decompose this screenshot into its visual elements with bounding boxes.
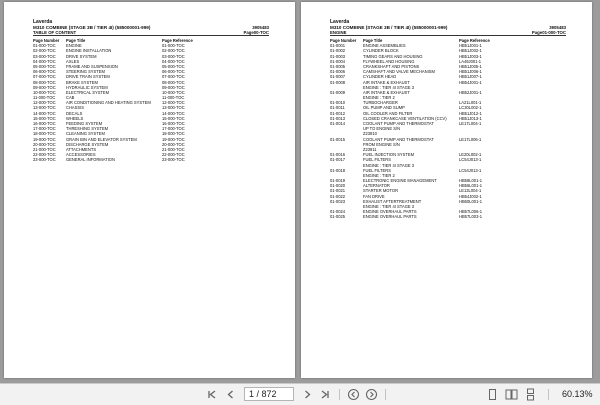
page-title-cell: STARTER MOTOR bbox=[363, 188, 399, 194]
page-title-cell: Z23911 bbox=[363, 146, 377, 152]
nav-last-icon[interactable] bbox=[319, 388, 332, 401]
page-title-cell: ENGINE : TIER 2 bbox=[363, 95, 395, 101]
page-number-cell: 01-000-TOC bbox=[33, 43, 56, 49]
page-title-cell: AIR INTAKE & EXHAUST bbox=[363, 79, 410, 85]
single-page-view-icon[interactable] bbox=[486, 388, 499, 401]
page-number-cell: 03-000-TOC bbox=[33, 53, 56, 59]
page-reference-cell: LE13L004-1 bbox=[459, 188, 482, 194]
page-reference-cell: HB52J001-1 bbox=[459, 89, 482, 95]
page-reference-cell: HB57L003-1 bbox=[459, 214, 482, 220]
page-number-cell: 05-000-TOC bbox=[33, 63, 56, 69]
page-number-cell: 01-0019 bbox=[330, 178, 346, 184]
page-title-cell: ENGINE ASSEMBLIES bbox=[363, 43, 406, 49]
page-reference-cell: LE20L002-1 bbox=[459, 152, 482, 158]
page-number-cell: 12-000-TOC bbox=[33, 100, 56, 106]
two-page-view-icon[interactable] bbox=[505, 388, 518, 401]
page-number-cell: 20-000-TOC bbox=[33, 141, 56, 147]
page-number-cell: 01-0018 bbox=[330, 167, 346, 173]
page-number-cell: 01-0010 bbox=[330, 100, 346, 106]
toolbar-separator bbox=[548, 389, 549, 400]
page-number-cell: 01-0011 bbox=[330, 105, 345, 111]
page-title-cell: ENGINE OVERHAUL PARTS bbox=[363, 209, 417, 215]
page-reference-cell: LA49J001-1 bbox=[459, 58, 482, 64]
page-reference-cell: 11-000-TOC bbox=[162, 95, 185, 101]
page-number-cell: 01-0007 bbox=[330, 74, 346, 80]
page-number-cell: 14-000-TOC bbox=[33, 110, 56, 116]
page-title-cell: EXHAUST AFTERTREATMENT bbox=[363, 198, 422, 204]
continuous-view-icon[interactable] bbox=[524, 388, 537, 401]
page-reference-cell: HB51J003-1 bbox=[459, 53, 482, 59]
page-title-cell: ENGINE bbox=[66, 43, 82, 49]
page-title-cell: Z23910 bbox=[363, 131, 377, 137]
page-number-cell: 16-000-TOC bbox=[33, 121, 56, 126]
page-number-cell: 18-000-TOC bbox=[33, 131, 56, 137]
page-title-cell: ENGINE : TIER 4I STAGE 3 bbox=[363, 162, 415, 168]
page-number-cell: 04-000-TOC bbox=[33, 58, 56, 64]
page-title-cell: ENGINE OVERHAUL PARTS bbox=[363, 214, 417, 220]
page-reference-cell: 20-000-TOC bbox=[162, 141, 185, 147]
page-title-cell: FUEL FILTERS bbox=[363, 167, 391, 173]
document-number: 3905483 bbox=[549, 25, 566, 30]
page-reference-cell: 06-000-TOC bbox=[162, 69, 185, 75]
page-title-cell: AIR INTAKE & EXHAUST bbox=[363, 89, 410, 95]
page-number-cell: 01-0024 bbox=[330, 209, 346, 215]
page-title-cell: CAMSHAFT AND VALVE MECHANISM bbox=[363, 69, 435, 75]
page-number-input[interactable] bbox=[244, 387, 294, 401]
page-reference-cell: 19-000-TOC bbox=[162, 136, 185, 142]
page-reference: Page00-TOC bbox=[243, 30, 269, 35]
page-title-cell: ENGINE : TIER 2 bbox=[363, 172, 395, 178]
page-reference-cell: LC54J013-1 bbox=[459, 167, 482, 173]
page-title-cell: HYDRAULIC SYSTEM bbox=[66, 84, 108, 90]
page-title-cell: THRESHING SYSTEM bbox=[66, 126, 109, 132]
pdf-page-right bbox=[301, 2, 592, 378]
page-title-cell: GRAIN BIN AND ELEVATOR SYSTEM bbox=[66, 136, 137, 142]
page-reference-cell: HB51J013-1 bbox=[459, 115, 482, 121]
page-number-cell: 01-0003 bbox=[330, 53, 346, 59]
page-title-cell: CAB bbox=[66, 95, 75, 101]
column-header: Page Title bbox=[66, 38, 86, 43]
page-title-cell: COOLANT PUMP AND THERMOSTAT bbox=[363, 121, 434, 126]
page-number-cell: 01-0023 bbox=[330, 198, 346, 204]
model-title: M310 COMBINE (STAGE 3B / TIER 4I) (585000001-999) bbox=[33, 25, 151, 30]
page-reference-cell: 07-000-TOC bbox=[162, 74, 185, 80]
page-title-cell: DRIVE TRAIN SYSTEM bbox=[66, 74, 110, 80]
toolbar-separator bbox=[385, 389, 386, 400]
page-number-cell: 02-000-TOC bbox=[33, 48, 56, 54]
page-title-cell: ATTACHMENTS bbox=[66, 146, 97, 152]
forward-icon[interactable] bbox=[365, 388, 378, 401]
page-reference-cell: HB60L001-1 bbox=[459, 198, 482, 204]
page-number-cell: 09-000-TOC bbox=[33, 84, 56, 90]
viewer-toolbar bbox=[0, 383, 600, 405]
page-title-cell: WHEELS bbox=[66, 115, 84, 121]
page-reference-cell: 18-000-TOC bbox=[162, 131, 185, 137]
page-number-cell: 01-0017 bbox=[330, 157, 346, 163]
page-title-cell: STEERING SYSTEM bbox=[66, 69, 105, 75]
page-number-cell: 11-000-TOC bbox=[33, 95, 56, 101]
back-icon[interactable] bbox=[347, 388, 360, 401]
page-title-cell: DRIVE SYSTEM bbox=[66, 53, 97, 59]
page-number-cell: 01-0012 bbox=[330, 110, 346, 116]
page-title-cell: FAN DRIVE bbox=[363, 193, 385, 199]
page-title-cell: FLYWHEEL AND HOUSING bbox=[363, 58, 415, 64]
page-number-cell: 15-000-TOC bbox=[33, 115, 56, 121]
page-reference-cell: LE17L006-1 bbox=[459, 136, 482, 142]
page-reference-cell: HB56L001-1 bbox=[459, 183, 482, 189]
page-reference-cell: LA21L001-1 bbox=[459, 100, 482, 106]
page-number-cell: 01-0022 bbox=[330, 193, 346, 199]
page-title-cell: ENGINE : TIER 4I STAGE 3 bbox=[363, 84, 415, 90]
page-reference-cell: 12-000-TOC bbox=[162, 100, 185, 106]
page-reference-cell: 16-000-TOC bbox=[162, 121, 185, 126]
page-reference-cell: 03-000-TOC bbox=[162, 53, 185, 59]
page-reference-cell: LC54J013-1 bbox=[459, 157, 482, 163]
page-title-cell: UP TO ENGINE S/N bbox=[363, 126, 401, 132]
page-number-cell: 01-0014 bbox=[330, 121, 346, 126]
page-reference-cell: 22-000-TOC bbox=[162, 152, 185, 158]
page-reference-cell: HB51J007-1 bbox=[459, 74, 482, 80]
page-number-cell: 06-000-TOC bbox=[33, 69, 56, 75]
page-number-cell: 01-0021 bbox=[330, 188, 346, 194]
page-title-cell: TURBOCHARGER bbox=[363, 100, 398, 106]
page-title-cell: ELECTRICAL SYSTEM bbox=[66, 89, 110, 95]
page-reference-cell: HB51J005-1 bbox=[459, 63, 482, 69]
page-reference-cell: HB51J012-1 bbox=[459, 110, 482, 116]
column-header: Page Number bbox=[33, 38, 60, 43]
page-title-cell: AIR CONDITIONING AND HEATING SYSTEM bbox=[66, 100, 151, 106]
page-title-cell: ENGINE INSTALLATION bbox=[66, 48, 112, 54]
page-reference-cell: HB51J002-1 bbox=[459, 48, 482, 54]
page-header bbox=[33, 20, 269, 37]
page-title-cell: ENGINE : TIER 4I STAGE 3 bbox=[363, 204, 415, 209]
page-title-cell: FROM ENGINE S/N bbox=[363, 141, 400, 147]
model-title: M310 COMBINE (STAGE 3B / TIER 4I) (585000001-999) bbox=[330, 25, 448, 30]
page-number-cell: 17-000-TOC bbox=[33, 126, 56, 132]
column-header: Page Number bbox=[330, 38, 357, 43]
page-reference-cell: 17-000-TOC bbox=[162, 126, 185, 132]
page-reference-cell: 09-000-TOC bbox=[162, 84, 185, 90]
page-title-cell: DISCHARGE SYSTEM bbox=[66, 141, 109, 147]
page-title-cell: GENERAL INFORMATION bbox=[66, 157, 115, 163]
page-reference-cell: LC30L002-1 bbox=[459, 105, 482, 111]
page-reference-cell: 04-000-TOC bbox=[162, 58, 185, 64]
page-number-cell: 01-0008 bbox=[330, 79, 346, 85]
document-number: 3905483 bbox=[252, 25, 269, 30]
page-reference-cell: 21-000-TOC bbox=[162, 146, 185, 152]
section-subtitle: ENGINE bbox=[330, 30, 347, 35]
page-reference: Page01-000-TOC bbox=[531, 30, 566, 35]
page-number-cell: 13-000-TOC bbox=[33, 105, 56, 111]
page-header bbox=[330, 20, 566, 37]
pdf-page-left bbox=[4, 2, 295, 378]
page-number-cell: 01-0025 bbox=[330, 214, 346, 220]
page-title-cell: FUEL FILTERS bbox=[363, 157, 391, 163]
brand-name: Laverda bbox=[330, 19, 350, 25]
page-reference-cell: 02-000-TOC bbox=[162, 48, 185, 54]
page-title-cell: CYLINDER BLOCK bbox=[363, 48, 399, 54]
page-title-cell: ACCESSORIES bbox=[66, 152, 96, 158]
page-reference-cell: 23-000-TOC bbox=[162, 157, 185, 163]
page-title-cell: CHASSIS bbox=[66, 105, 84, 111]
page-number-cell: 21-000-TOC bbox=[33, 146, 56, 152]
page-title-cell: OIL PUMP AND SUMP bbox=[363, 105, 405, 111]
page-number-cell: 01-0016 bbox=[330, 152, 346, 158]
page-number-cell: 01-0013 bbox=[330, 115, 346, 121]
column-header: Page Title bbox=[363, 38, 383, 43]
page-number-cell: 01-0004 bbox=[330, 58, 346, 64]
page-number-cell: 23-000-TOC bbox=[33, 157, 56, 163]
page-reference-cell: HB51J001-1 bbox=[459, 43, 482, 49]
page-reference-cell: HB57L006-1 bbox=[459, 209, 482, 215]
nav-prev-icon[interactable] bbox=[224, 388, 237, 401]
page-reference-cell: 05-000-TOC bbox=[162, 63, 185, 69]
page-title-cell: ELECTRONIC ENGINE MANAGEMENT bbox=[363, 178, 437, 184]
column-header: Page Reference bbox=[162, 38, 193, 43]
page-number-cell: 07-000-TOC bbox=[33, 74, 56, 80]
page-number-cell: 22-000-TOC bbox=[33, 152, 56, 158]
toolbar-separator bbox=[339, 389, 340, 400]
page-reference-cell: 10-000-TOC bbox=[162, 89, 185, 95]
page-reference-cell: 15-000-TOC bbox=[162, 115, 185, 121]
page-title-cell: COOLANT PUMP AND THERMOSTAT bbox=[363, 136, 434, 142]
nav-next-icon[interactable] bbox=[301, 388, 314, 401]
page-reference-cell: LE17L004-1 bbox=[459, 121, 482, 126]
page-title-cell: CRANKSHAFT AND PISTONS bbox=[363, 63, 420, 69]
page-reference-cell: 14-000-TOC bbox=[162, 110, 185, 116]
section-subtitle: TABLE OF CONTENT bbox=[33, 30, 77, 35]
page-reference-cell: HB51J006-1 bbox=[459, 69, 482, 75]
page-number-cell: 10-000-TOC bbox=[33, 89, 56, 95]
page-number-cell: 01-0006 bbox=[330, 69, 346, 75]
page-title-cell: TIMING GEARS AND HOUSING bbox=[363, 53, 423, 59]
zoom-level[interactable]: 60.13% bbox=[562, 389, 593, 399]
page-title-cell: OIL COOLER AND FILTER bbox=[363, 110, 413, 116]
brand-name: Laverda bbox=[33, 19, 53, 25]
page-reference-cell: 01-000-TOC bbox=[162, 43, 185, 49]
page-title-cell: AXLES bbox=[66, 58, 80, 64]
column-header: Page Reference bbox=[459, 38, 490, 43]
page-title-cell: FEEDING SYSTEM bbox=[66, 121, 103, 126]
page-reference-cell: 13-000-TOC bbox=[162, 105, 185, 111]
page-number-cell: 01-0002 bbox=[330, 48, 346, 54]
page-number-cell: 08-000-TOC bbox=[33, 79, 56, 85]
page-title-cell: CYLINDER HEAD bbox=[363, 74, 397, 80]
page-title-cell: CLOSED CRANKCASE VENTILATION (CCV) bbox=[363, 115, 447, 121]
page-title-cell: FUEL INJECTION SYSTEM bbox=[363, 152, 415, 158]
page-number-cell: 01-0001 bbox=[330, 43, 346, 49]
page-number-cell: 01-0015 bbox=[330, 136, 346, 142]
header-divider bbox=[330, 35, 566, 36]
page-reference-cell: HB58L001-1 bbox=[459, 178, 482, 184]
page-title-cell: BRAKE SYSTEM bbox=[66, 79, 98, 85]
page-reference-cell: 08-000-TOC bbox=[162, 79, 185, 85]
page-number-cell: 19-000-TOC bbox=[33, 136, 56, 142]
header-divider bbox=[33, 35, 269, 36]
page-reference-cell: HB54J001-1 bbox=[459, 79, 482, 85]
page-number-cell: 01-0020 bbox=[330, 183, 346, 189]
page-title-cell: DECALS bbox=[66, 110, 83, 116]
page-title-cell: FRAME AND SUSPENSION bbox=[66, 63, 118, 69]
page-reference-cell: HB54J002-1 bbox=[459, 193, 482, 199]
nav-first-icon[interactable] bbox=[205, 388, 218, 401]
page-number-cell: 01-0005 bbox=[330, 63, 346, 69]
page-number-cell: 01-0009 bbox=[330, 89, 346, 95]
page-title-cell: CLEANING SYSTEM bbox=[66, 131, 105, 137]
page-title-cell: ALTERNATOR bbox=[363, 183, 390, 189]
